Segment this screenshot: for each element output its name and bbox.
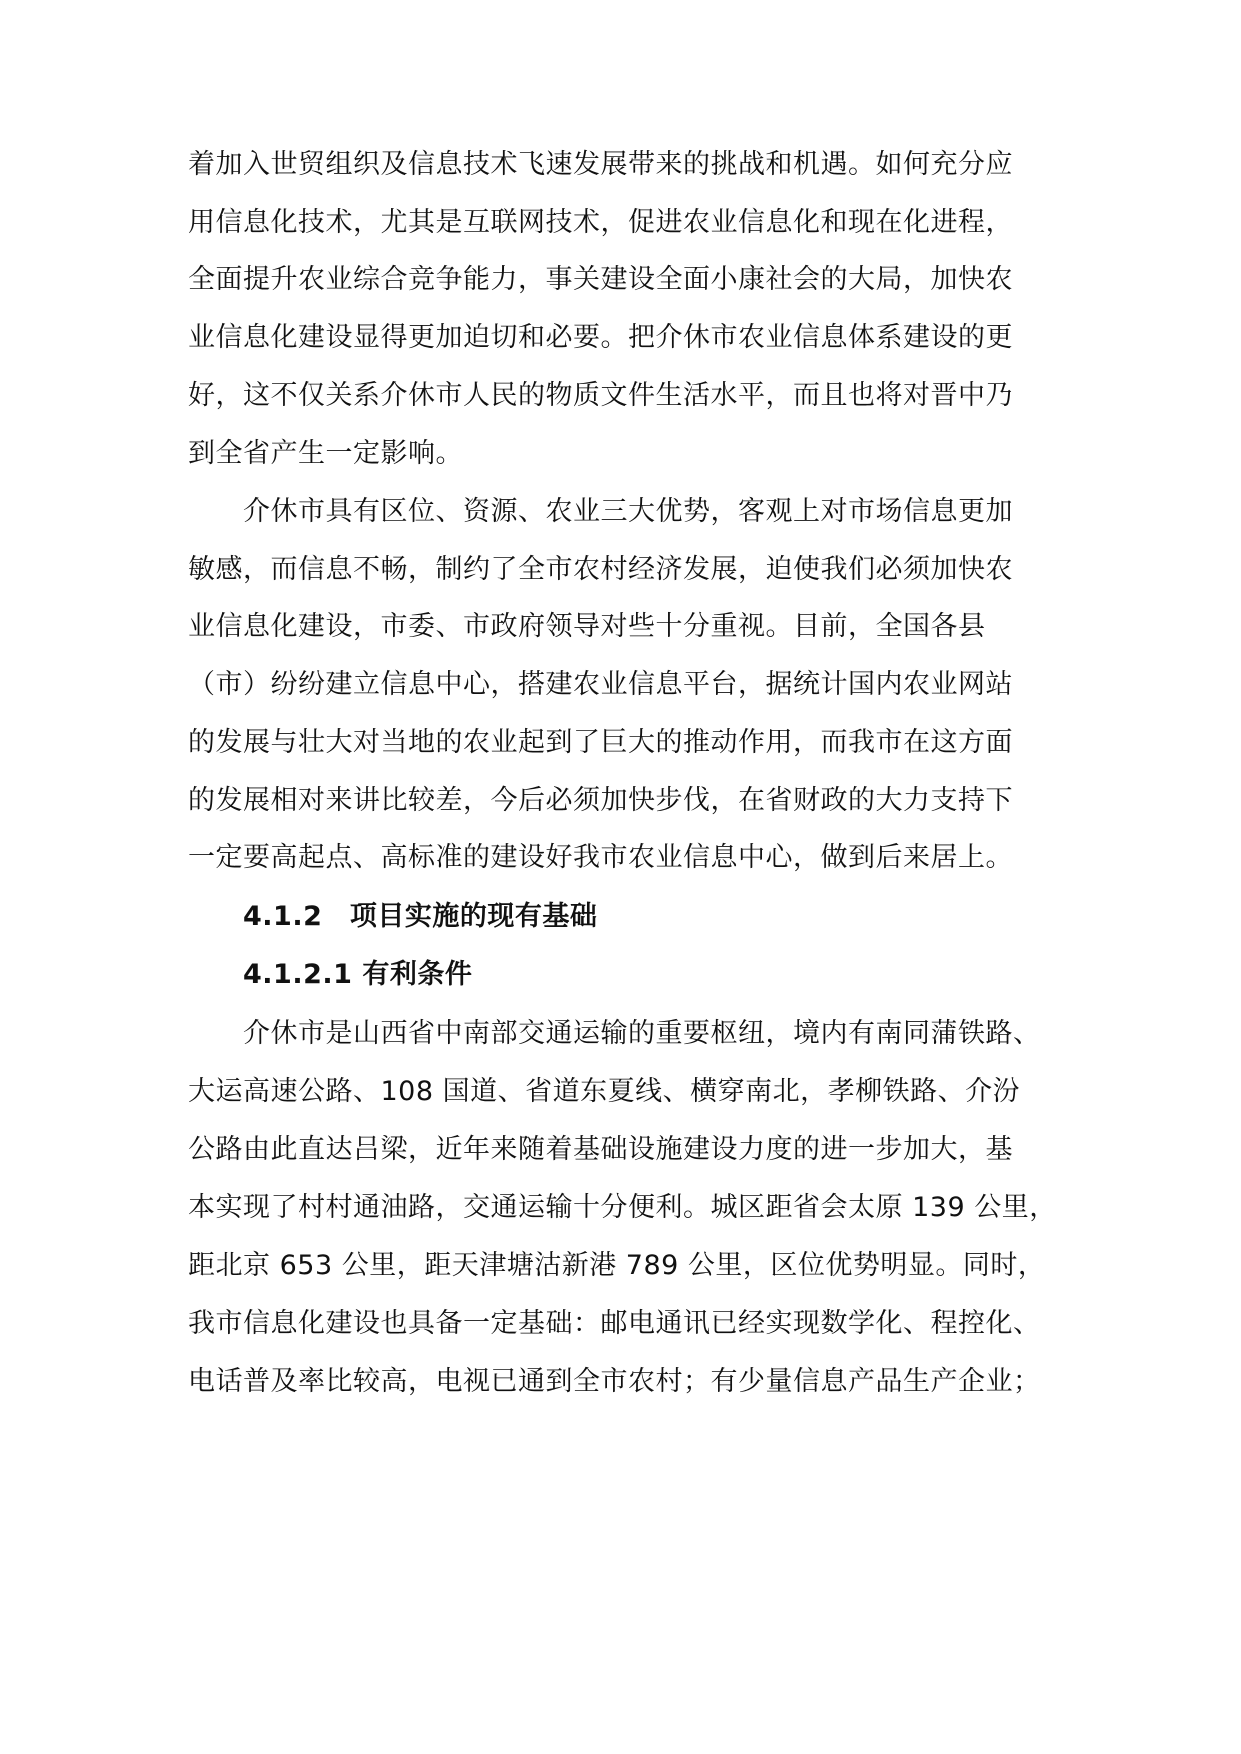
paragraph-line: 着加入世贸组织及信息技术飞速发展带来的挑战和机遇。如何充分应 (188, 149, 1013, 180)
paragraph-line: 一定要高起点、高标准的建设好我市农业信息中心，做到后来居上。 (188, 842, 1013, 873)
paragraph-line: 电话普及率比较高，电视已通到全市农村；有少量信息产品生产企业； (188, 1366, 1041, 1397)
paragraph-line: 距北京 653 公里，距天津塘沽新港 789 公里，区位优势明显。同时， (188, 1250, 1046, 1281)
paragraph-line: （市）纷纷建立信息中心，搭建农业信息平台，据统计国内农业网站 (188, 669, 1013, 700)
paragraph-line: 介休市具有区位、资源、农业三大优势，客观上对市场信息更加 (243, 496, 1013, 527)
paragraph-line: 用信息化技术，尤其是互联网技术，促进农业信息化和现在化进程， (188, 207, 1013, 238)
subsection-heading: 4.1.2.1 有利条件 (243, 959, 473, 990)
paragraph-line: 到全省产生一定影响。 (188, 438, 463, 469)
paragraph-line: 我市信息化建设也具备一定基础：邮电通讯已经实现数学化、程控化、 (188, 1308, 1041, 1339)
paragraph-line: 的发展相对来讲比较差，今后必须加快步伐，在省财政的大力支持下 (188, 785, 1013, 816)
paragraph-line: 大运高速公路、108 国道、省道东夏线、横穿南北，孝柳铁路、介汾 (188, 1076, 1021, 1107)
paragraph-line: 公路由此直达吕梁，近年来随着基础设施建设力度的进一步加大，基 (188, 1134, 1013, 1165)
paragraph-line: 好，这不仅关系介休市人民的物质文件生活水平，而且也将对晋中乃 (188, 380, 1013, 411)
paragraph-line: 的发展与壮大对当地的农业起到了巨大的推动作用，而我市在这方面 (188, 727, 1013, 758)
section-heading: 4.1.2 项目实施的现有基础 (243, 901, 598, 932)
paragraph-line: 本实现了村村通油路，交通运输十分便利。城区距省会太原 139 公里， (188, 1192, 1057, 1223)
paragraph-line: 业信息化建设，市委、市政府领导对些十分重视。目前，全国各县 (188, 611, 986, 642)
paragraph-line: 全面提升农业综合竞争能力，事关建设全面小康社会的大局，加快农 (188, 264, 1013, 295)
paragraph-line: 介休市是山西省中南部交通运输的重要枢纽，境内有南同蒲铁路、 (243, 1018, 1041, 1049)
paragraph-line: 敏感，而信息不畅，制约了全市农村经济发展，迫使我们必须加快农 (188, 554, 1013, 585)
paragraph-line: 业信息化建设显得更加迫切和必要。把介休市农业信息体系建设的更 (188, 322, 1013, 353)
